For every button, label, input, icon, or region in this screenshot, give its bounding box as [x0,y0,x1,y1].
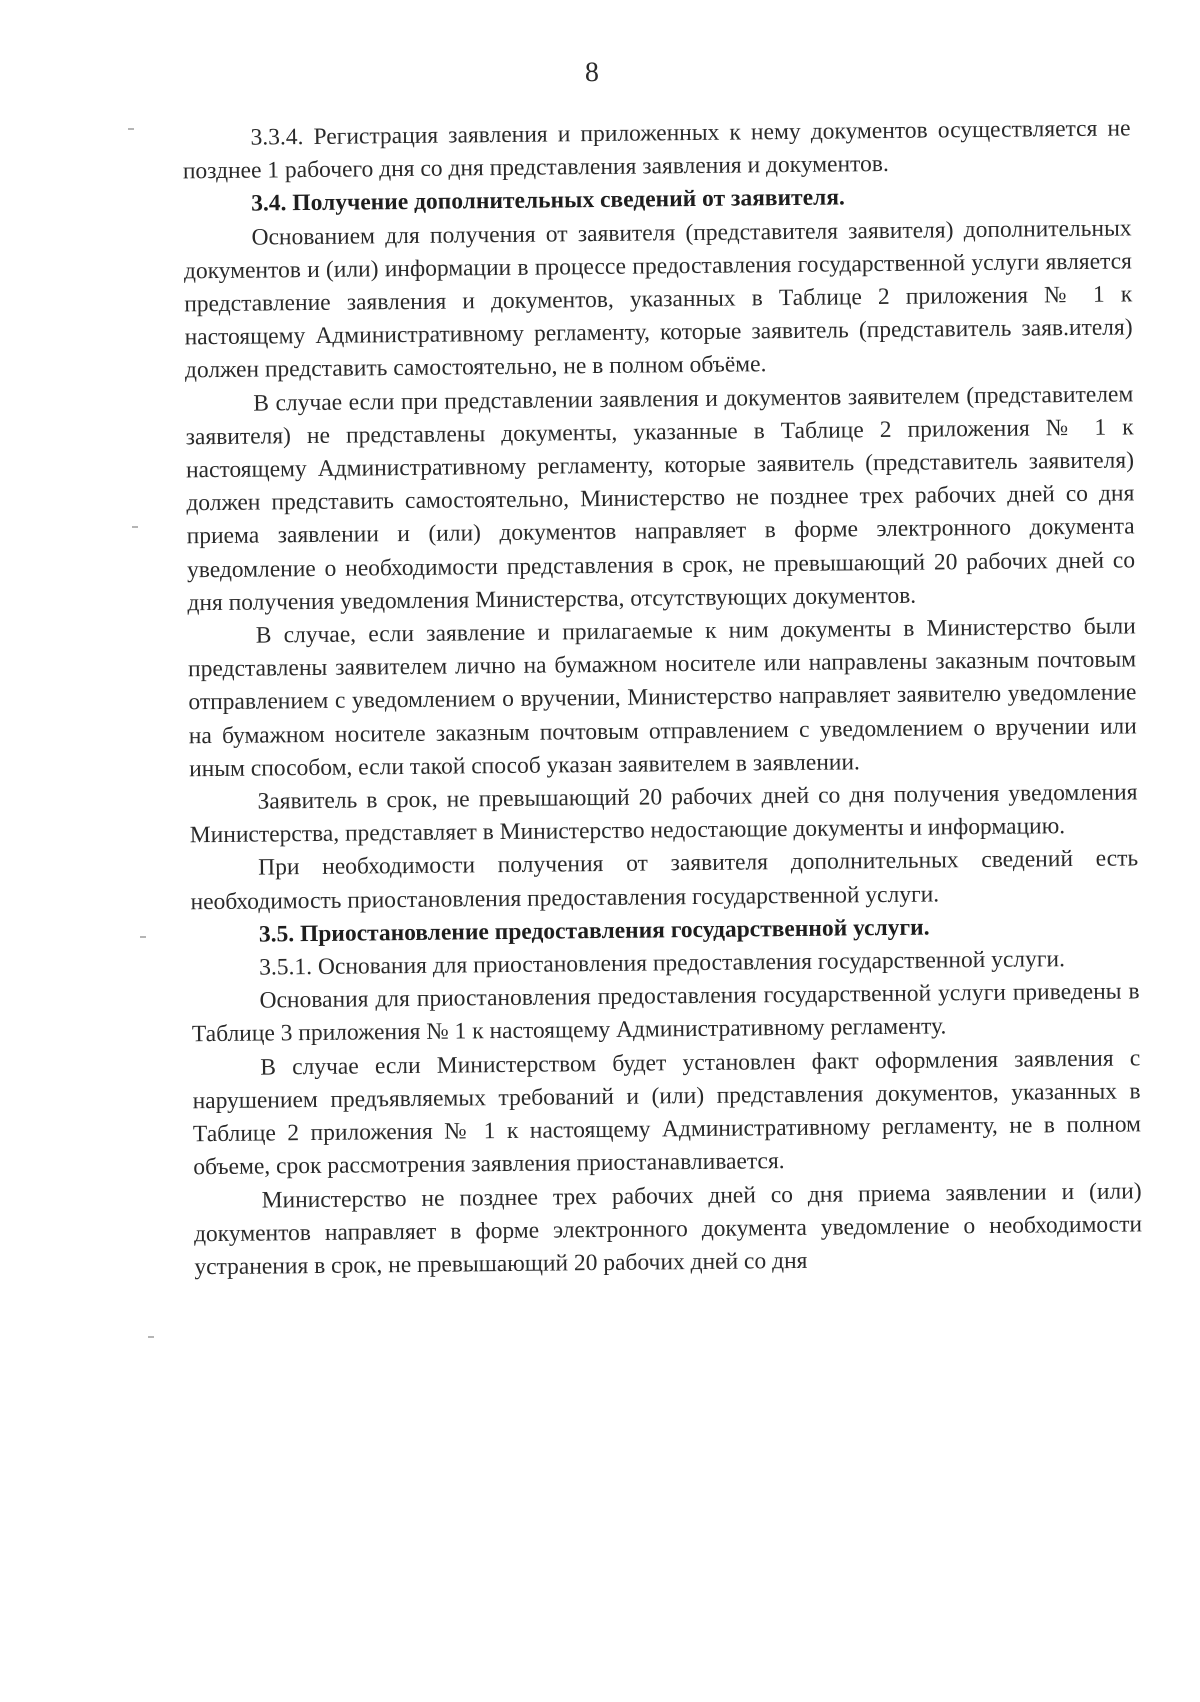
paragraph-3-3-4: 3.3.4. Регистрация заявления и приложенных к нему документов осуществляется не позднее 1 рабочего дня со дня представления заявления и документов. [182,115,1131,185]
scan-artifact [140,936,146,938]
paragraph-table-3: Основания для приостановления предоставления государственной услуги приведены в Таблице 3 приложения № 1 к настоящему Административному регламенту. [191,978,1140,1048]
section-heading-3-5: 3.5. Приостановление предоставления государственной услуги. [258,914,930,948]
paragraph-applicant-term: Заявитель в срок, не превышающий 20 рабочих дней со дня получения уведомления Министерства, представляет в Министерство недостающие документы и информацию. [189,779,1138,849]
scan-artifact [148,1336,154,1338]
document-body [182,112,1142,1284]
section-heading-3-4: 3.4. Получение дополнительных сведений от заявителя. [251,184,845,218]
paragraph-grounds: Основанием для получения от заявителя (представителя заявителя) дополнительных документов и (или) информации в процессе предоставления государственной услуги является представление заявления и документов, указанных в Таблице 2 приложения № 1 к настоящему Административному регламенту, которые заявитель (представитель заяв.ителя) должен представить самостоятельно, не в полном объёме. [183,215,1133,384]
paragraph-3-5-1: 3.5.1. Основания для приостановления предоставления государственной услуги. [259,946,1066,981]
paragraph-suspension-need: При необходимости получения от заявителя дополнительных сведений есть необходимость приостановления предоставления государственной услуги. [190,845,1139,915]
scan-artifact [132,526,138,528]
paragraph-ministry-notice: Министерство не позднее трех рабочих дней со дня приема заявлении и (или) документов направляет в форме электронного документа уведомление о необходимости устранения в срок, не превышающий 20 рабочих дней со дня [193,1177,1143,1281]
page-number: 8 [584,56,600,89]
paragraph-paper-notice: В случае, если заявление и прилагаемые к ним документы в Министерство были представлены заявителем лично на бумажном носителе или направлены заказным почтовым отправлением с уведомлением о вручении, Министерство направляет заявителю уведомление на бумажном носителе заказным почтовым отправлением с уведомлением о вручении или иным способом, если такой способ указан заявителем в заявлении. [187,613,1137,783]
paragraph-missing-docs: В случае если при представлении заявления и документов заявителем (представителем заявителя) не представлены документы, указанные в Таблице 2 приложения № 1 к настоящему Административному регламенту, которые заявитель (представитель заявителя) должен представить самостоятельно, Министерство не позднее трех рабочих дней со дня приема заявлении и (или) документов направляет в форме электронного документа уведомление о необходимости представления в срок, не превышающий 20 рабочих дней со дня получения уведомления Министерства, отсутствующих документов. [185,381,1136,617]
scan-artifact [128,128,134,130]
paragraph-violation: В случае если Министерством будет установлен факт оформления заявления с нарушением предъявляемых требований и (или) представления документов, указанных в Таблице 2 приложения № 1 к настоящему Административному регламенту, не в полном объеме, срок рассмотрения заявления приостанавливается. [192,1045,1142,1181]
